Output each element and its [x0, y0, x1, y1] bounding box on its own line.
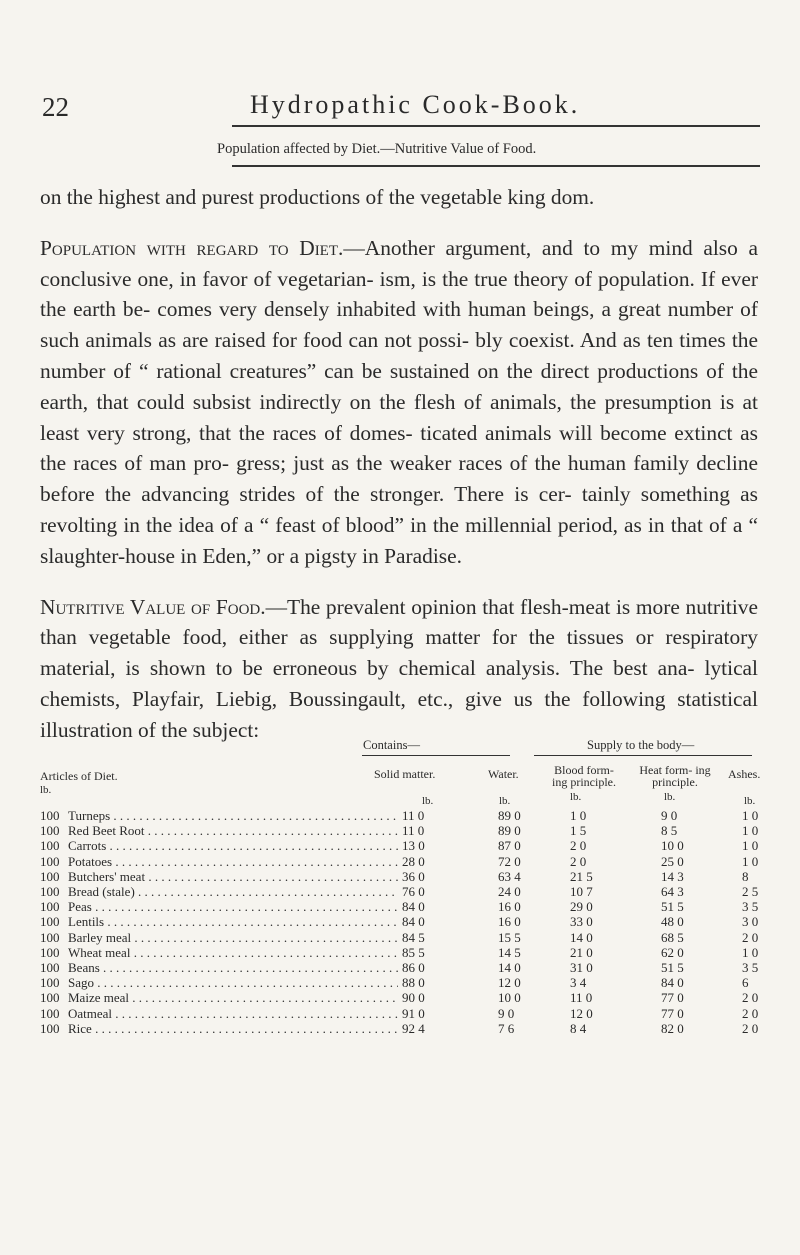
row-blood-forming: 3 4	[570, 975, 587, 991]
row-ashes: 2 5	[742, 884, 759, 899]
column-header-water: Water.	[488, 767, 519, 781]
unit-blood: lb.	[570, 791, 582, 803]
row-heat-forming: 77 0	[661, 990, 684, 1006]
table-row	[40, 854, 770, 869]
table-row	[40, 914, 770, 929]
row-qty: 100	[40, 1020, 60, 1036]
row-solid-matter: 36 0	[402, 868, 425, 884]
row-ashes: 1 0	[742, 853, 759, 869]
articles-header: Articles of Diet.	[40, 769, 118, 783]
row-ashes: 1 0	[742, 808, 759, 823]
page-caption: Population affected by Diet.—Nutritive Value of Food.	[217, 141, 537, 157]
row-ashes: 8	[742, 868, 749, 884]
row-water: 24 0	[498, 884, 521, 899]
column-header-solid: Solid matter.	[374, 767, 436, 781]
row-solid-matter: 91 0	[402, 1005, 425, 1021]
row-water: 15 5	[498, 929, 521, 945]
row-article: Carrots . . .	[68, 838, 398, 853]
body-text	[40, 182, 758, 746]
row-blood-forming: 1 0	[570, 808, 587, 823]
row-ashes: 2 0	[742, 929, 759, 945]
row-heat-forming: 62 0	[661, 944, 684, 960]
row-heat-forming: 9 0	[661, 808, 678, 823]
unit-heat: lb.	[664, 791, 676, 803]
row-ashes: 2 0	[742, 1020, 759, 1036]
row-blood-forming: 21 0	[570, 944, 593, 960]
table-row	[40, 899, 770, 914]
row-ashes: 2 0	[742, 1005, 759, 1021]
row-water: 16 0	[498, 914, 521, 930]
row-blood-forming: 2 0	[570, 853, 587, 869]
row-article: Bread (stale) . . .	[68, 884, 398, 899]
row-qty: 100	[40, 975, 60, 991]
row-heat-forming: 48 0	[661, 914, 684, 930]
row-heat-forming: 77 0	[661, 1005, 684, 1021]
row-water: 14 0	[498, 960, 521, 975]
row-qty: 100	[40, 838, 60, 854]
row-article: Wheat meal . . .	[68, 945, 398, 960]
table-row	[40, 1021, 770, 1036]
row-water: 14 5	[498, 944, 521, 960]
row-water: 9 0	[498, 1005, 515, 1021]
row-ashes: 2 0	[742, 990, 759, 1006]
row-blood-forming: 31 0	[570, 960, 593, 975]
row-ashes: 1 0	[742, 944, 759, 960]
row-blood-forming: 10 7	[570, 884, 593, 899]
row-heat-forming: 8 5	[661, 823, 678, 839]
header-rule-top	[232, 125, 760, 127]
table-row	[40, 838, 770, 853]
row-qty: 100	[40, 884, 60, 899]
row-article: Lentils . . .	[68, 914, 398, 929]
row-article: Rice . . .	[68, 1021, 398, 1036]
table-row	[40, 823, 770, 838]
row-blood-forming: 8 4	[570, 1020, 587, 1036]
row-qty: 100	[40, 808, 60, 823]
row-solid-matter: 88 0	[402, 975, 425, 991]
row-solid-matter: 84 0	[402, 914, 425, 930]
table-row	[40, 975, 770, 990]
row-article: Turneps . . .	[68, 808, 398, 823]
row-article: Sago . . .	[68, 975, 398, 990]
table-row	[40, 808, 770, 823]
row-solid-matter: 86 0	[402, 960, 425, 975]
group-header-supply: Supply to the body—	[587, 738, 695, 752]
row-ashes: 6	[742, 975, 749, 991]
row-water: 72 0	[498, 853, 521, 869]
row-article: Oatmeal . . .	[68, 1006, 398, 1021]
row-ashes: 1 0	[742, 823, 759, 839]
row-article: Peas . . .	[68, 899, 398, 914]
row-blood-forming: 2 0	[570, 838, 587, 854]
row-article: Potatoes . . .	[68, 854, 398, 869]
row-water: 89 0	[498, 823, 521, 839]
row-heat-forming: 25 0	[661, 853, 684, 869]
row-article: Butchers' meat . . .	[68, 869, 398, 884]
row-solid-matter: 13 0	[402, 838, 425, 854]
row-water: 12 0	[498, 975, 521, 991]
row-qty: 100	[40, 823, 60, 839]
brace-supply	[534, 755, 752, 762]
paragraph-population	[40, 233, 758, 572]
row-ashes: 3 5	[742, 960, 759, 975]
row-solid-matter: 92 4	[402, 1020, 425, 1036]
row-blood-forming: 33 0	[570, 914, 593, 930]
row-solid-matter: 85 5	[402, 944, 425, 960]
row-ashes: 1 0	[742, 838, 759, 854]
row-heat-forming: 51 5	[661, 960, 684, 975]
table-row	[40, 869, 770, 884]
row-heat-forming: 51 5	[661, 899, 684, 915]
row-water: 63 4	[498, 868, 521, 884]
running-head: Hydropathic Cook-Book.	[250, 90, 581, 119]
row-article: Beans . . .	[68, 960, 398, 975]
row-qty: 100	[40, 868, 60, 884]
paragraph-continuation: on the highest and purest productions of the vegetable king dom.	[40, 185, 595, 209]
row-ashes: 3 0	[742, 914, 759, 930]
table-row	[40, 1006, 770, 1021]
row-qty: 100	[40, 929, 60, 945]
row-water: 7 6	[498, 1020, 515, 1036]
qty-unit: lb.	[40, 784, 52, 796]
row-blood-forming: 14 0	[570, 929, 593, 945]
row-heat-forming: 68 5	[661, 929, 684, 945]
row-water: 10 0	[498, 990, 521, 1006]
table-row	[40, 990, 770, 1005]
group-header-contains: Contains—	[363, 738, 420, 752]
table-row	[40, 960, 770, 975]
row-solid-matter: 84 5	[402, 929, 425, 945]
row-qty: 100	[40, 990, 60, 1006]
section-heading-population: Population with regard to Diet.	[40, 235, 344, 260]
row-solid-matter: 11 0	[402, 808, 425, 823]
column-header-blood: Blood form- ing principle.	[552, 763, 616, 789]
row-heat-forming: 84 0	[661, 975, 684, 991]
table-row	[40, 930, 770, 945]
row-article: Maize meal . . .	[68, 990, 398, 1005]
row-heat-forming: 82 0	[661, 1020, 684, 1036]
row-qty: 100	[40, 1005, 60, 1021]
row-solid-matter: 11 0	[402, 823, 425, 839]
row-blood-forming: 1 5	[570, 823, 587, 839]
row-blood-forming: 29 0	[570, 899, 593, 915]
header-rule-bottom	[232, 165, 760, 167]
section-heading-nutritive: Nutritive Value of Food.	[40, 594, 266, 619]
row-water: 16 0	[498, 899, 521, 915]
row-qty: 100	[40, 960, 60, 975]
row-solid-matter: 90 0	[402, 990, 425, 1006]
row-qty: 100	[40, 899, 60, 915]
table-row	[40, 945, 770, 960]
table-row	[40, 884, 770, 899]
row-blood-forming: 12 0	[570, 1005, 593, 1021]
paragraph-population-text: —Another argument, and to my mind also a conclusive one, in favor of vegetarian- ism, is the true theory of population. If ever the earth be- comes very densely inhabited with human beings, a great number of such animals as are raised for food can not possi- bly coexist. And as ten times the number of “ rational creatures” can be sustained on the direct productions of the earth, that could subsist indirectly on the flesh of animals, the presumption is at least very strong, that the races of domes- ticated animals will become extinct as the races of man pro- gress; just as the weaker races of the human family decline before the advancing strides of the stronger. There is cer- tainly something as revolting in the idea of a “ feast of blood” in the millennial period, as in that of a “ slaughter-house in Eden,” or a pigsty in Paradise.	[40, 235, 758, 568]
row-qty: 100	[40, 944, 60, 960]
row-heat-forming: 14 3	[661, 868, 684, 884]
unit-solid: lb.	[422, 795, 434, 807]
row-solid-matter: 84 0	[402, 899, 425, 915]
unit-water: lb.	[499, 795, 511, 807]
row-water: 87 0	[498, 838, 521, 854]
row-heat-forming: 10 0	[661, 838, 684, 854]
brace-contains	[362, 755, 510, 762]
paragraph-nutritive-text: —The prevalent opinion that flesh-meat is more nutritive than vegetable food, either as supplying matter for the tissues or respiratory material, is shown to be erroneous by chemical analysis. The best ana- lytical chemists, Playfair, Liebig, Boussingault, etc., give us the following statistical illustration of the subject:	[40, 594, 758, 742]
row-blood-forming: 11 0	[570, 990, 593, 1006]
row-water: 89 0	[498, 808, 521, 823]
row-article: Red Beet Root . . .	[68, 823, 398, 838]
column-header-heat: Heat form- ing principle.	[639, 763, 711, 789]
row-qty: 100	[40, 853, 60, 869]
column-header-ashes: Ashes.	[728, 767, 761, 781]
row-blood-forming: 21 5	[570, 868, 593, 884]
unit-ashes: lb.	[744, 795, 756, 807]
row-ashes: 3 5	[742, 899, 759, 915]
row-qty: 100	[40, 914, 60, 930]
row-article: Barley meal . . .	[68, 930, 398, 945]
row-heat-forming: 64 3	[661, 884, 684, 899]
page-number: 22	[42, 92, 69, 122]
row-solid-matter: 76 0	[402, 884, 425, 899]
row-solid-matter: 28 0	[402, 853, 425, 869]
paragraph-nutritive	[40, 592, 758, 746]
